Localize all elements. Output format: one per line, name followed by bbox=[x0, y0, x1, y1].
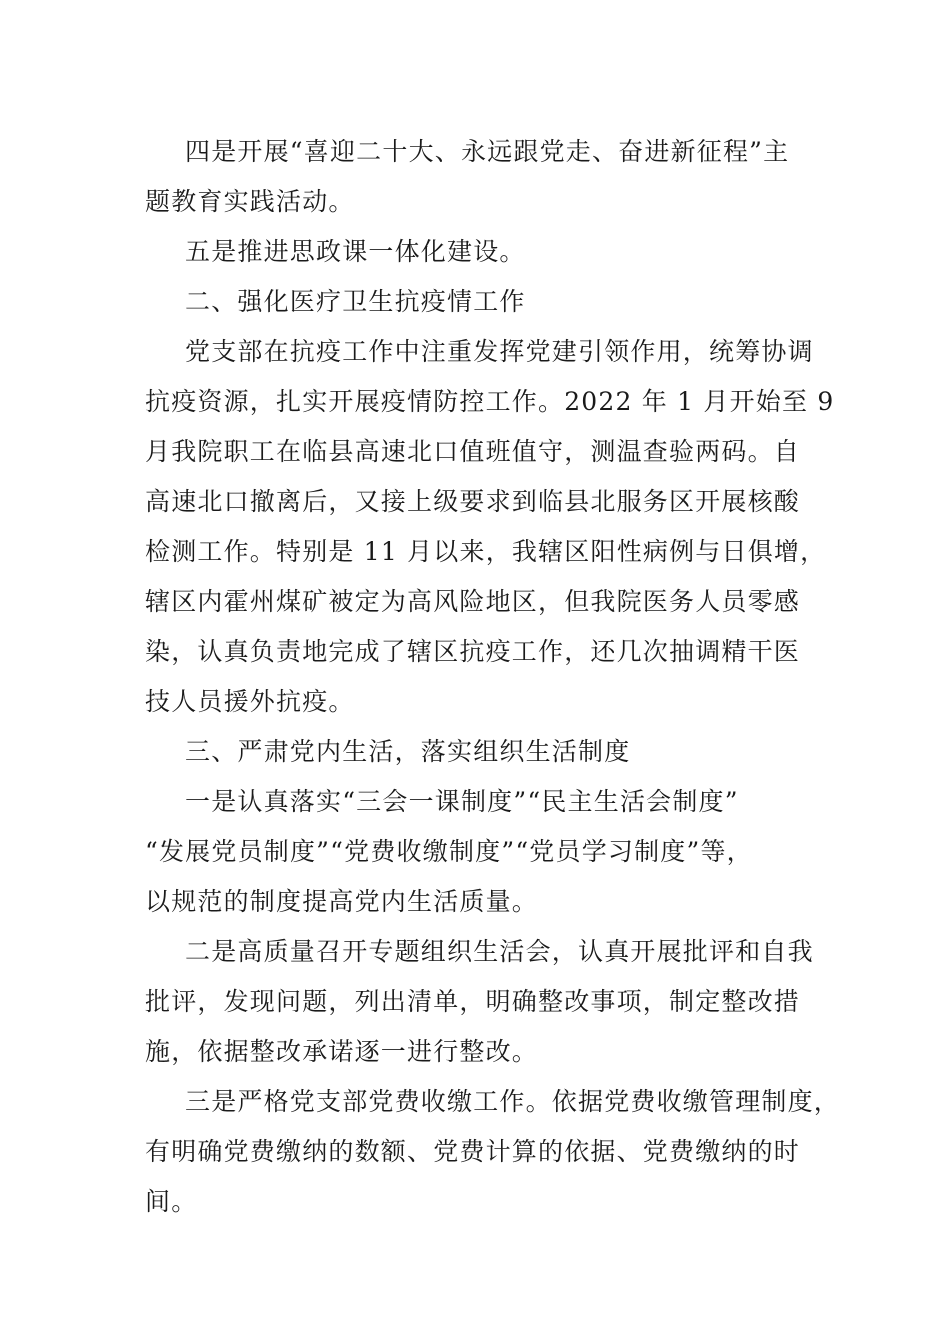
paragraph-line: 高速北口撤离后，又接上级要求到临县北服务区开展核酸 bbox=[145, 487, 801, 516]
paragraph-line: 党支部在抗疫工作中注重发挥党建引领作用，统筹协调 bbox=[185, 337, 814, 366]
paragraph-line: 题教育实践活动。 bbox=[145, 187, 355, 216]
paragraph-line: 月我院职工在临县高速北口值班值守，测温查验两码。自 bbox=[145, 437, 801, 466]
paragraph-line: 检测工作。特别是 11 月以来，我辖区阳性病例与日俱增， bbox=[145, 537, 827, 566]
paragraph-line: 抗疫资源，扎实开展疫情防控工作。2022 年 1 月开始至 9 bbox=[145, 387, 835, 416]
paragraph-line: 间。 bbox=[145, 1187, 198, 1216]
paragraph-line: 技人员援外抗疫。 bbox=[145, 687, 355, 716]
paragraph-line: 三是严格党支部党费收缴工作。依据党费收缴管理制度， bbox=[185, 1087, 841, 1116]
paragraph-line: 一是认真落实“三会一课制度”“民主生活会制度” bbox=[185, 787, 739, 816]
paragraph-line: 二是高质量召开专题组织生活会，认真开展批评和自我 bbox=[185, 937, 814, 966]
paragraph-line: 四是开展“喜迎二十大、永远跟党走、奋进新征程”主 bbox=[185, 137, 790, 166]
paragraph-line: 施，依据整改承诺逐一进行整改。 bbox=[145, 1037, 539, 1066]
paragraph-line: 有明确党费缴纳的数额、党费计算的依据、党费缴纳的时 bbox=[145, 1137, 801, 1166]
paragraph-line: 批评，发现问题，列出清单，明确整改事项，制定整改措 bbox=[145, 987, 801, 1016]
paragraph-line: 辖区内霍州煤矿被定为高风险地区，但我院医务人员零感 bbox=[145, 587, 801, 616]
section-heading: 三、严肃党内生活，落实组织生活制度 bbox=[185, 737, 631, 766]
section-heading: 二、强化医疗卫生抗疫情工作 bbox=[185, 287, 526, 316]
paragraph-line: “发展党员制度”“党费收缴制度”“党员学习制度”等， bbox=[145, 837, 753, 866]
paragraph-line: 以规范的制度提高党内生活质量。 bbox=[145, 887, 539, 916]
paragraph-line: 染，认真负责地完成了辖区抗疫工作，还几次抽调精干医 bbox=[145, 637, 801, 666]
paragraph-line: 五是推进思政课一体化建设。 bbox=[185, 237, 526, 266]
